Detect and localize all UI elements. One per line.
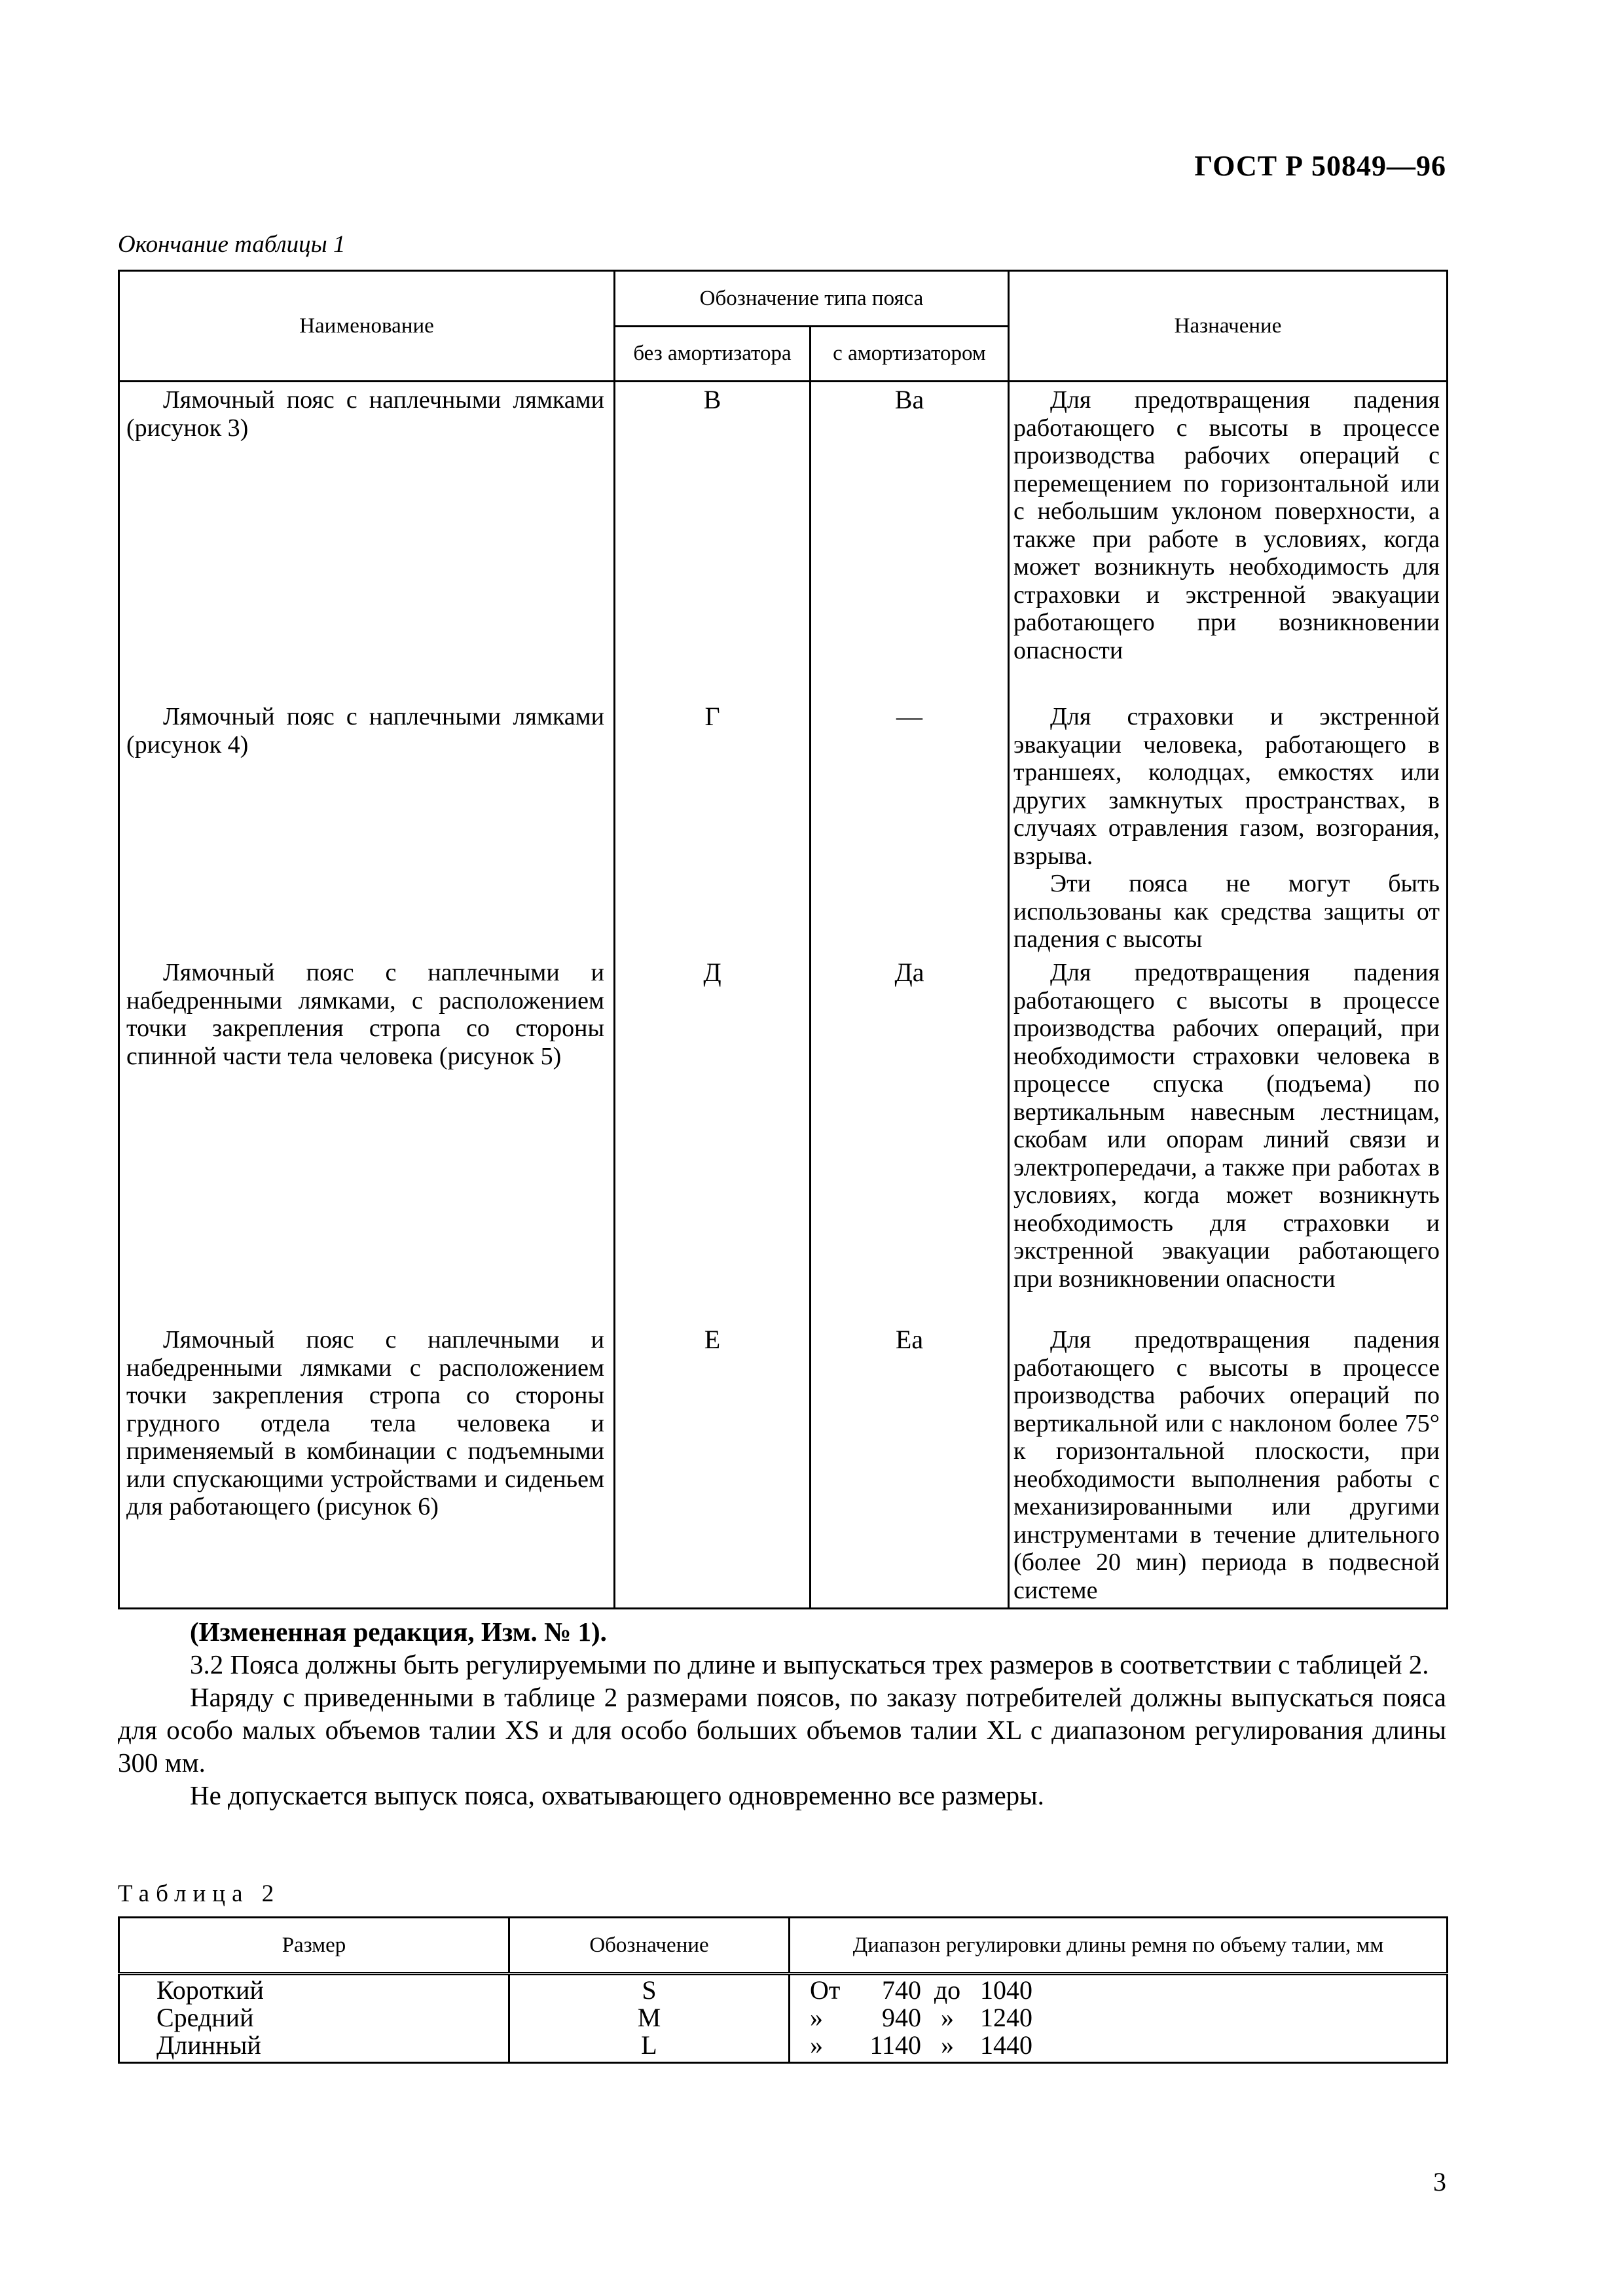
header-with-absorber: с амортизатором [811,326,1009,382]
range-cell [790,1974,1448,2063]
paragraph-restriction: Не допускается выпуск пояса, охватывающего одновременно все размеры. [190,1780,1044,1810]
document-code: ГОСТ Р 50849—96 [1194,150,1446,182]
code-with-absorber: — [811,699,1009,955]
size-short: Короткий [156,1975,264,2005]
belt-purpose: Для предотвращения падения работающего с высоты в процессе производства рабочих операций, при необходимости страховки человека в процессе спуска (подъема) по вертикальным навесным лестницам, скобам или опорам линий связи и электропередачи, а также при работах в условиях, когда может возникнуть необходимость для страховки и экстренной эвакуации работающего при возникновении опасности [1009,955,1448,1322]
code-m: M [637,2003,661,2032]
header-range: Диапазон регулировки длины ремня по объему талии, мм [790,1918,1448,1974]
code-s: S [642,1975,657,2005]
code-with-absorber: Ва [811,382,1009,700]
belt-name: Лямочный пояс с наплечными лямками (рисунок 4) [119,699,615,955]
table2-caption: Таблица 2 [118,1880,281,1907]
size-cell [119,1974,509,2063]
belt-name: Лямочный пояс с наплечными и набедренными лямками, с расположением точки закрепления стропа со стороны спинной части тела человека (рисунок 5) [119,955,615,1322]
header-designation: Обозначение [509,1918,790,1974]
belt-name: Лямочный пояс с наплечными лямками (рисунок 3) [119,382,615,700]
table-row [119,382,1448,700]
code-with-absorber: Да [811,955,1009,1322]
header-designation: Обозначение типа пояса [615,271,1009,327]
table-row [119,955,1448,1322]
paragraph-sizes-xs-xl: Наряду с приведенными в таблице 2 размерами поясов, по заказу потребителей должны выпускаться пояса для особо малых объемов талии XS и для особо больших объемов талии XL с диапазоном регулирования длины 300 мм. [118,1682,1446,1778]
table-row [119,1974,1448,2063]
code-l: L [641,2030,657,2060]
range-medium: » 940 » 1240 [810,2003,1032,2032]
belt-purpose: Для предотвращения падения работающего с высоты в процессе производства рабочих операций с перемещением по горизонтальной или с небольшим уклоном поверхности, а также при работе в условиях, когда может возникнуть необходимость для страховки и экстренной эвакуации работающего при возникновении опасности [1009,382,1448,700]
designation-cell [509,1974,790,2063]
size-medium: Средний [156,2003,254,2032]
table2 [118,1916,1448,2064]
code-without-absorber: Г [615,699,811,955]
header-without-absorber: без амортизатора [615,326,811,382]
range-long: » 1140 » 1440 [810,2030,1032,2060]
size-long: Длинный [156,2030,261,2060]
header-size: Размер [119,1918,509,1974]
table1-caption: Окончание таблицы 1 [118,231,346,258]
belt-name: Лямочный пояс с наплечными и набедренными лямками с расположением точки закрепления стропа со стороны грудного отдела тела человека и применяемый в комбинации с подъемными или спускающими устройствами и сиденьем для работающего (рисунок 6) [119,1322,615,1609]
code-without-absorber: Д [615,955,811,1322]
belt-purpose: Для страховки и экстренной эвакуации человека, работающего в траншеях, колодцах, емкостях или других замкнутых пространствах, в случаях отравления газом, возгорания, взрыва. Эти пояса не могут быть использованы как средства защиты от падения с высоты [1009,699,1448,955]
body-text [118,1615,1446,1812]
table1 [118,270,1448,1609]
table-row [119,699,1448,955]
header-name: Наименование [119,271,615,382]
belt-purpose: Для предотвращения падения работающего с высоты в процессе производства рабочих операций по вертикальной или с наклоном более 75° к горизонтальной плоскости, при необходимости выполнения работы с механизированными или другими инструментами в течение длительного (более 20 мин) периода в подвесной системе [1009,1322,1448,1609]
code-without-absorber: В [615,382,811,700]
amendment-note: (Измененная редакция, Изм. № 1). [190,1617,607,1647]
code-without-absorber: Е [615,1322,811,1609]
header-purpose: Назначение [1009,271,1448,382]
table-row [119,1322,1448,1609]
paragraph-3-2: 3.2 Пояса должны быть регулируемыми по длине и выпускаться трех размеров в соответствии с таблицей 2. [190,1649,1429,1679]
range-short: От 740 до 1040 [810,1975,1032,2005]
code-with-absorber: Еа [811,1322,1009,1609]
page-number: 3 [1433,2167,1446,2197]
